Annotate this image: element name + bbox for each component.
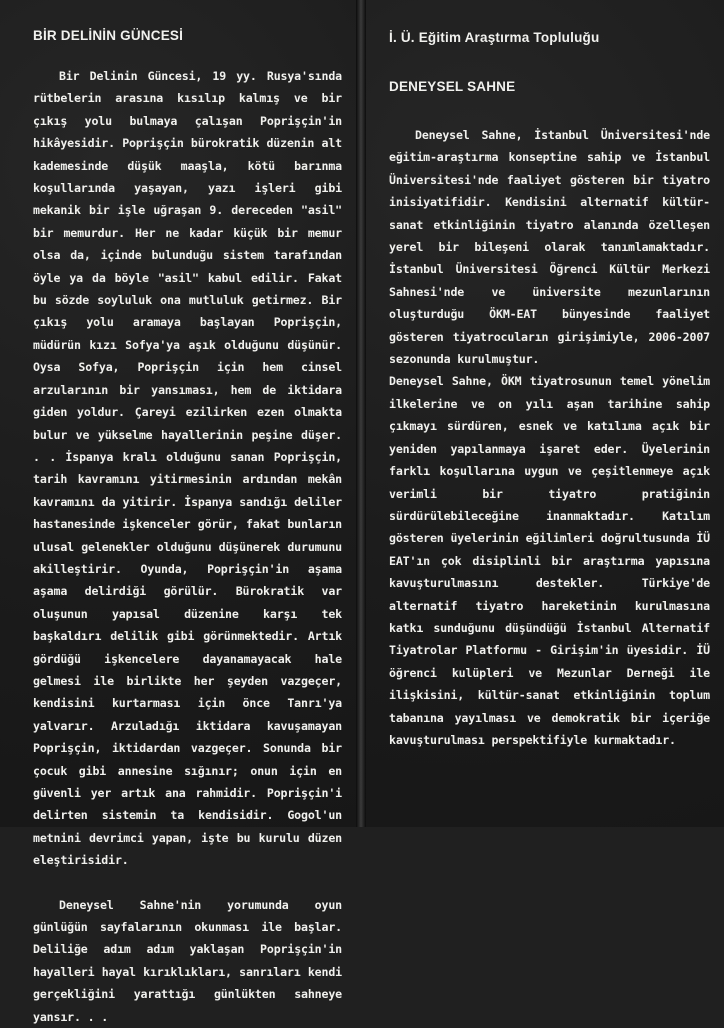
page-fold [356, 0, 366, 827]
left-paragraph-1: Bir Delinin Güncesi, 19 yy. Rusya'sında rütbelerin arasına kısılıp kalmış ve bir çıkış yolu bulmaya çalışan Poprişçin'in hikâyesidir. Poprişçin bürokratik düzenin alt kademesinde düşük maaşla, kötü barınma koşullarında yaşayan, yazı işleri gibi mekanik bir işle uğraşan 9. dereceden "asil" bir memurdur. Her ne kadar küçük bir memur olsa da, içinde bulunduğu sistem tarafından öyle ya da böyle "asil" kabul edilir. Fakat bu sözde soyluluk ona mutluluk getirmez. Bir çıkış yolu aramaya başlayan Poprişçin, müdürün kızı Sofya'ya aşık olduğunu düşünür. Oysa Sofya, Poprişçin için hem cinsel arzularının bir yansıması, hem de iktidara giden yoldur. Çareyi ezilirken ezen olmakta bulur ve yükselme hayallerinin peşine düşer. . . İspanya kralı olduğunu sanan Poprişçin, tarih kavramını yitirmesinin ardından mekân kavramını da yitirir. İspanya sandığı deliler hastanesinde işkenceler görür, fakat bunların ulusal gelenekler olduğunu düşünerek durumunu akilleştirir. Oyunda, Poprişçin'in aşama aşama delirdiği görülür. Bürokratik var oluşunun yapısal düzenine karşı tek başkaldırı delilik gibi görünmektedir. Artık gördüğü işkencelere dayanamayacak hale gelmesi ile birlikte her şeyden vazgeçer, kendisini kurtarması için önce Tanrı'ya yalvarır. Arzuladığı iktidara kavuşamayan Poprişçin, iktidardan vazgeçer. Sonunda bir çocuk gibi annesine sığınır; onun için en güvenli yer artık ana rahmidir. Poprişçin'i delirten sistemin ta kendisidir. Gogol'un metnini devrimci yapan, işte bu kurulu düzen eleştirisidir. [33, 69, 342, 868]
left-page-title: BİR DELİNİN GÜNCESİ [33, 28, 184, 43]
right-page [366, 0, 724, 827]
organization-title: İ. Ü. Eğitim Araştırma Topluluğu [389, 30, 600, 45]
right-page-title: DENEYSEL SAHNE [389, 79, 516, 94]
left-page [0, 0, 356, 1024]
right-paragraph-1: Deneysel Sahne, İstanbul Üniversitesi'nde eğitim-araştırma konseptine sahip ve İstanbul Üniversitesi'nde faaliyet gösteren bir tiyatro inisiyatifidir. Kendisini alternatif kültür-sanat etkinliğinin tiyatro alanında özelleşen yerel bir bileşeni olarak tanımlamaktadır. İstanbul Üniversitesi Öğrenci Kültür Merkezi Sahnesi'nde ve üniversite mezunlarının oluşturduğu ÖKM-EAT bünyesinde faaliyet gösteren tiyatrocuların girişimiyle, 2006-2007 sezonunda kurulmuştur. [389, 128, 710, 367]
right-paragraph-2: Deneysel Sahne, ÖKM tiyatrosunun temel yönelim ilkelerine ve on yılı aşan tarihine sahip çıkmayı sürdüren, esnek ve katılıma açık bir yeniden yapılanmaya işaret eder. Üyelerinin farklı koşullarına uygun ve çeşitlenmeye açık verimli bir tiyatro pratiğinin sürdürülebileceğine inanmaktadır. Katılım gösteren üyelerinin eğilimleri doğrultusunda İÜ EAT'ın çok disiplinli bir araştırma yapısına kavuşturulmasını destekler. Türkiye'de alternatif tiyatro hareketinin kurulmasına katkı sunduğunu düşündüğü İstanbul Alternatif Tiyatrolar Platformu - Girişim'in üyesidir. İÜ öğrenci kulüpleri ve Mezunlar Derneği ile ilişkisini, kültür-sanat etkinliğinin toplum tabanına yayılması ve demokratik bir içeriğe kavuşturulması perspektifiyle kurmaktadır. [389, 374, 711, 747]
left-paragraph-2: Deneysel Sahne'nin yorumunda oyun günlüğün sayfalarının okunması ile başlar. Deliliğe adım adım yaklaşan Poprişçin'in hayalleri hayal kırıklıkları, sanrıları kendi gerçekliğini yarattığı günlükten sahneye yansır. . . [33, 897, 342, 1024]
